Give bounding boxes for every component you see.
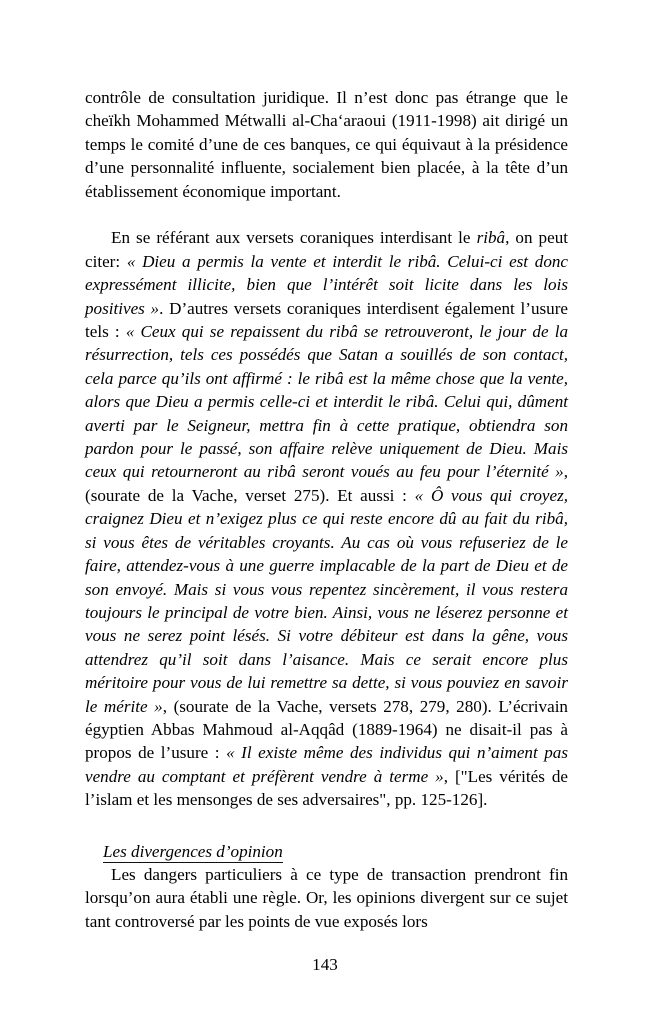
italic-run: « Ceux qui se repaissent du ribâ se retrouveront, le jour de la résurrection, tels ces possédés que Satan a souillés de son contact, cela parce qu’ils ont affirmé : le ribâ est la même chose que la vente, alors que Dieu a permis celle-ci et interdit le ribâ. Celui qui, dûment averti par le Seigneur, mettra fin à cette pratique, obtiendra son pardon pour le passé, son affaire relève uniquement de Dieu. Mais ceux qui retourneront au ribâ seront voués au feu pour l’éternité » — [85, 322, 568, 482]
roman-run: contrôle de consultation juridique. Il n’est donc pas étrange que le cheïkh Mohammed Métwalli al-Cha‘araoui (1911-1998) ait dirigé un temps le comité d’une de ces banques, ce qui équivaut à la présidence d’une personnalité influente, socialement bien placée, à la tête d’un établissement économique important. — [85, 88, 568, 201]
roman-run: , (sourate de la Vache, verset 275). Et aussi : — [85, 462, 568, 505]
page-number: 143 — [312, 955, 338, 974]
roman-run: , on peut citer: — [85, 228, 568, 271]
section-heading-les-divergences-d-opinion — [85, 840, 568, 863]
italic-run: « Il existe même des individus qui n’aiment pas vendre au comptant et préfèrent vendre à terme » — [85, 743, 568, 786]
roman-run: , ["Les vérités de l’islam et les mensonges de ses adversaires", pp. 125-126]. — [85, 766, 568, 810]
section-heading-text: Les divergences d’opinion — [103, 841, 283, 861]
italic-run: « Dieu a permis la vente et interdit le ribâ. Celui-ci est donc expressément illicite, bien que l’intérêt soit licite dans les lois positives » — [85, 251, 568, 318]
italic-run: ribâ — [476, 228, 506, 248]
italic-run: « Ô vous qui croyez, craignez Dieu et n’exigez plus ce qui reste encore dû au fait du ribâ, si vous êtes de véritables croyants. Au cas où vous refuseriez de le faire, attendez-vous à une guerre implacable de la part de Dieu et de son envoyé. Mais si vous vous repentez sincèrement, il vous restera toujours le principal de votre bien. Ainsi, vous ne léserez personne et vous ne serez point lésés. Si votre débiteur est dans la gêne, vous attendrez qu’il soit dans l’aisance. Mais ce serait encore plus méritoire pour vous de lui remettre sa dette, si vous pouviez en savoir le mérite » — [85, 485, 568, 716]
paragraph-3 — [85, 863, 568, 933]
paragraph-1 — [85, 86, 568, 203]
paragraph-2 — [85, 226, 568, 811]
roman-run: Les dangers particuliers à ce type de transaction prendront fin lorsqu’on aura établi une règle. Or, les opinions divergent sur ce sujet tant controversé par les points de vue exposés lors — [85, 864, 568, 931]
roman-run: En se référant aux versets coraniques interdisant le — [111, 228, 477, 248]
text-column — [85, 86, 568, 933]
roman-run: . D’autres versets coraniques interdisent également l’usure tels : — [85, 298, 569, 342]
roman-run: , (sourate de la Vache, versets 278, 279, 280). L’écrivain égyptien Abbas Mahmoud al-Aqqâd (1889-1964) ne disait-il pas à propos de l’usure : — [85, 696, 568, 763]
